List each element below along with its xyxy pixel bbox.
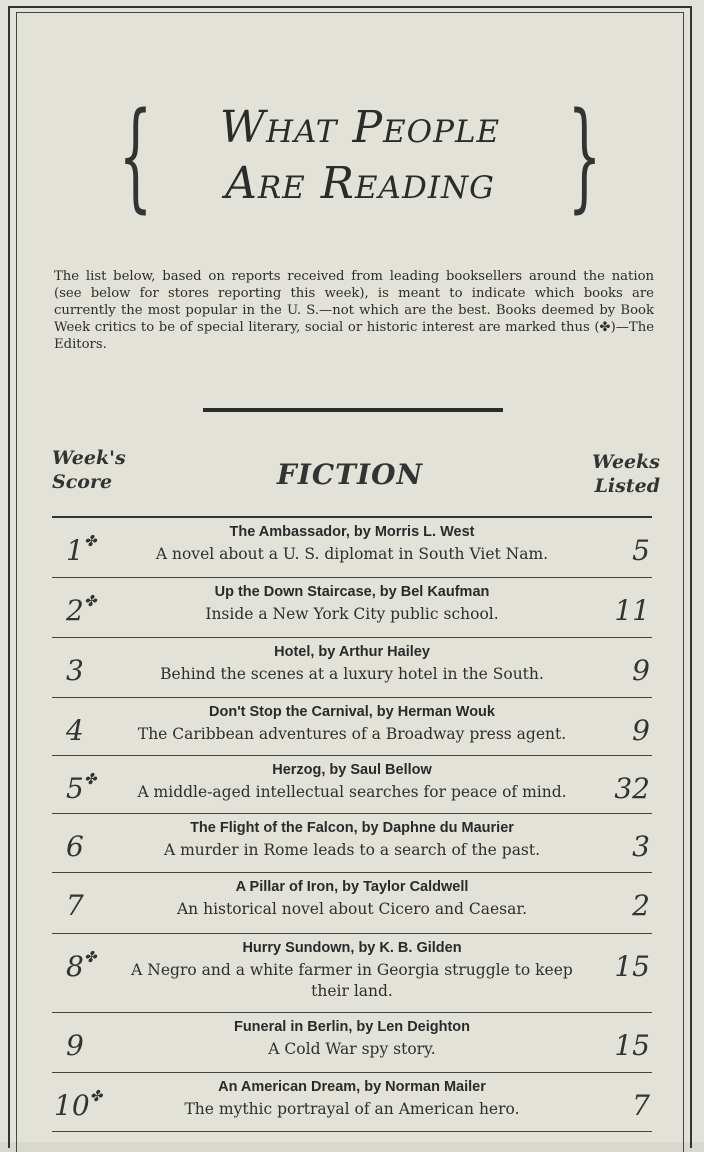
book-title: Herzog, by Saul Bellow bbox=[272, 762, 432, 778]
book-weeks-listed: 9 bbox=[632, 714, 650, 747]
title-block bbox=[118, 86, 602, 226]
right-brace-icon: } bbox=[567, 86, 602, 224]
book-row bbox=[52, 578, 652, 638]
book-rank bbox=[66, 1029, 84, 1062]
book-row bbox=[52, 934, 652, 1013]
book-description: A Cold War spy story. bbox=[268, 1040, 436, 1058]
book-description: A novel about a U. S. diplomat in South Viet Nam. bbox=[155, 545, 549, 563]
book-rank-number: 1 bbox=[66, 534, 84, 567]
book-title: The Flight of the Falcon, by Daphne du Maurier bbox=[190, 820, 514, 836]
book-rank-number: 8 bbox=[66, 950, 84, 983]
left-brace-icon: { bbox=[118, 86, 153, 224]
header-weeks-score: Week's Score bbox=[52, 447, 126, 493]
book-rank bbox=[66, 714, 84, 747]
book-rank bbox=[66, 772, 96, 805]
book-weeks-listed: 2 bbox=[632, 889, 650, 922]
book-title: An American Dream, by Norman Mailer bbox=[218, 1079, 486, 1095]
book-weeks-listed: 5 bbox=[632, 534, 650, 567]
book-description: Behind the scenes at a luxury hotel in the South. bbox=[160, 665, 544, 683]
header-weeks-listed: Weeks Listed bbox=[592, 451, 660, 497]
book-rank bbox=[66, 950, 96, 983]
book-rank-number: 9 bbox=[66, 1029, 84, 1062]
distinction-mark-icon: ✤ bbox=[83, 532, 97, 550]
book-rank-number: 3 bbox=[66, 654, 84, 687]
distinction-mark-icon: ✤ bbox=[83, 770, 97, 788]
distinction-mark-icon: ✤ bbox=[83, 948, 97, 966]
book-rank-number: 2 bbox=[66, 594, 84, 627]
book-rank-number: 6 bbox=[66, 830, 84, 863]
book-weeks-listed: 15 bbox=[614, 1029, 650, 1062]
book-weeks-listed: 11 bbox=[614, 594, 650, 627]
book-row bbox=[52, 814, 652, 873]
book-title: A Pillar of Iron, by Taylor Caldwell bbox=[235, 879, 469, 895]
book-row bbox=[52, 518, 652, 578]
title-line-2: Are Reading bbox=[225, 158, 495, 209]
book-weeks-listed: 15 bbox=[614, 950, 650, 983]
book-rank-number: 4 bbox=[66, 714, 84, 747]
book-row bbox=[52, 756, 652, 814]
book-rank bbox=[54, 1089, 102, 1122]
book-rank bbox=[66, 534, 96, 567]
book-title: Up the Down Staircase, by Bel Kaufman bbox=[214, 584, 490, 600]
book-description: The Caribbean adventures of a Broadway press agent. bbox=[137, 725, 567, 743]
book-description: A middle-aged intellectual searches for peace of mind. bbox=[137, 783, 567, 801]
book-rank bbox=[66, 594, 96, 627]
book-rank-number: 7 bbox=[66, 889, 84, 922]
book-weeks-listed: 32 bbox=[614, 772, 650, 805]
book-description: A Negro and a white farmer in Georgia struggle to keep their land. bbox=[131, 961, 573, 1000]
intro-paragraph: The list below, based on reports received from leading booksellers around the nation (see below for stores reporting this week), is meant to indicate which books are currently the most popular in the U. S.—not which are the best. Books deemed by Book Week critics to be of special literary, social or historic interest are marked thus (✤)—The Editors. bbox=[54, 269, 654, 352]
section-divider bbox=[203, 408, 503, 412]
book-title: Hurry Sundown, by K. B. Gilden bbox=[242, 940, 462, 956]
book-description: Inside a New York City public school. bbox=[205, 605, 499, 623]
book-description: The mythic portrayal of an American hero. bbox=[184, 1100, 520, 1118]
book-rank-number: 10 bbox=[54, 1089, 90, 1122]
distinction-mark-icon: ✤ bbox=[89, 1087, 103, 1105]
book-title: Funeral in Berlin, by Len Deighton bbox=[233, 1019, 471, 1035]
book-row bbox=[52, 873, 652, 934]
book-row bbox=[52, 1013, 652, 1073]
book-weeks-listed: 7 bbox=[632, 1089, 650, 1122]
book-description: A murder in Rome leads to a search of the past. bbox=[163, 841, 541, 859]
book-title: The Ambassador, by Morris L. West bbox=[229, 524, 475, 540]
book-row bbox=[52, 1073, 652, 1132]
book-row bbox=[52, 638, 652, 698]
distinction-mark-icon: ✤ bbox=[83, 592, 97, 610]
book-rank bbox=[66, 830, 84, 863]
book-description: An historical novel about Cicero and Caesar. bbox=[176, 900, 527, 918]
header-fiction: FICTION bbox=[276, 458, 424, 491]
book-rank bbox=[66, 889, 84, 922]
book-rank-number: 5 bbox=[66, 772, 84, 805]
book-title: Don't Stop the Carnival, by Herman Wouk bbox=[209, 704, 495, 720]
book-weeks-listed: 3 bbox=[632, 830, 650, 863]
book-rank bbox=[66, 654, 84, 687]
book-row bbox=[52, 698, 652, 756]
title-line-1: What People bbox=[219, 102, 501, 153]
book-title: Hotel, by Arthur Hailey bbox=[274, 644, 430, 660]
book-weeks-listed: 9 bbox=[632, 654, 650, 687]
